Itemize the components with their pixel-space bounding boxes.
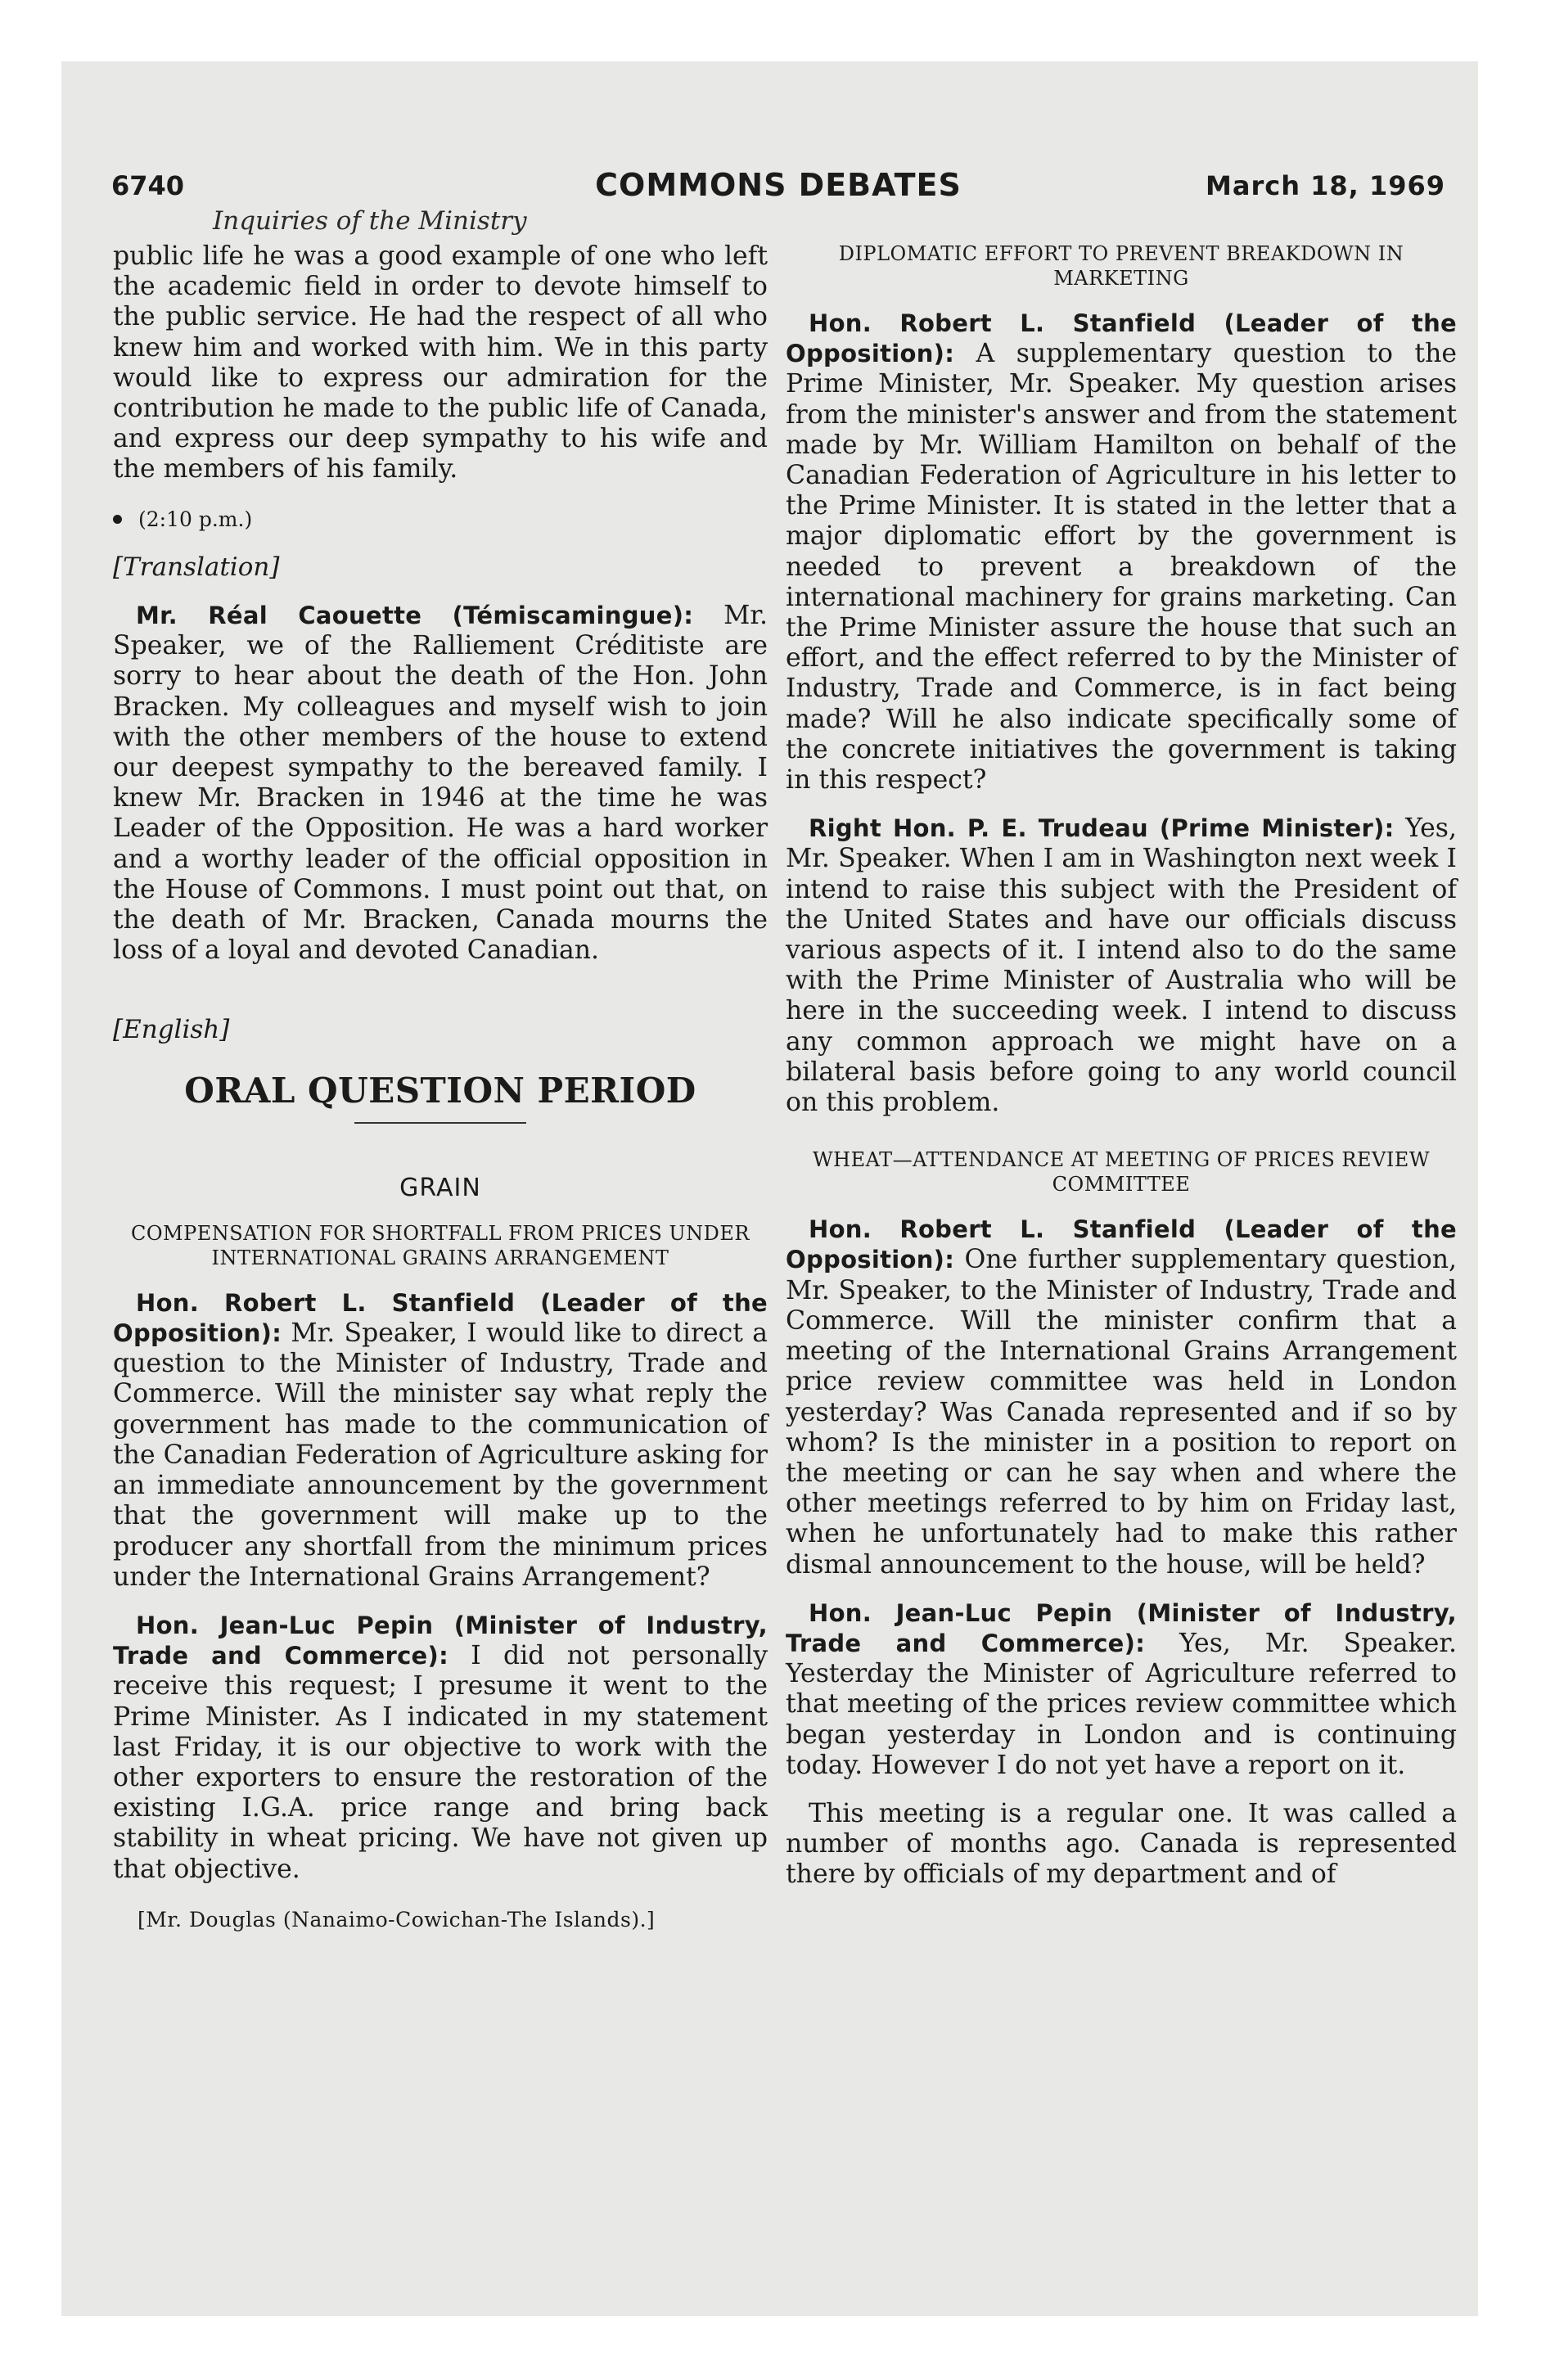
speaker-name: Hon. Robert L. Stanfield (Leader of the Opposition):: [786, 309, 1457, 368]
language-marker: [Translation]: [113, 552, 280, 582]
speaker-name: Mr. Réal Caouette (Témiscamingue):: [136, 602, 694, 630]
speech: [786, 1598, 1457, 1781]
subheading: COMPENSATION FOR SHORTFALL FROM PRICES UNDER INTERNATIONAL GRAINS ARRANGEMENT: [131, 1221, 750, 1269]
speech-text: One further supplementary question, Mr. Speaker, to the Minister of Industry, Trade and Commerce. Will the minister confirm that a meeting of the International Grains Arrangement price review committee was held in London yesterday? Was Canada represented and if so by whom? Is the minister in a position to report on the meeting or can he say when and where the other meetings referred to by him on Friday last, when he unfortunately had to make this rather dismal announcement to the house, will be held?: [786, 1245, 1457, 1580]
speaker-name: Hon. Jean-Luc Pepin (Minister of Industry, Trade and Commerce):: [113, 1611, 768, 1670]
bullet-icon: [113, 515, 122, 524]
speech: [113, 1611, 768, 1885]
speech: [786, 1215, 1457, 1580]
speaker-name: Hon. Robert L. Stanfield (Leader of the Opposition):: [113, 1288, 768, 1348]
speech-text: Mr. Speaker, we of the Ralliement Créditiste are sorry to hear about the death of the Hon. John Bracken. My colleagues and myself wish to join with the other members of the house to extend our deepest sympathy to the bereaved family. I knew Mr. Bracken in 1946 at the time he was Leader of the Opposition. He was a hard worker and a worthy leader of the official opposition in the House of Commons. I must point out that, on the death of Mr. Bracken, Canada mourns the loss of a loyal and devoted Canadian.: [113, 601, 768, 966]
subject-heading: GRAIN: [399, 1173, 481, 1202]
speech: [113, 1288, 768, 1593]
page-date: March 18, 1969: [1206, 170, 1445, 201]
speech-text: Yes, Mr. Speaker. Yesterday the Minister of Agriculture referred to that meeting of the prices review committee which began yesterday in London and is continuing today. However I do not yet have a report on it.: [786, 1628, 1457, 1780]
subheading: DIPLOMATIC EFFORT TO PREVENT BREAKDOWN IN MARKETING: [838, 242, 1404, 290]
speaker-name: Hon. Robert L. Stanfield (Leader of the Opposition):: [786, 1215, 1457, 1274]
journal-title: COMMONS DEBATES: [595, 167, 962, 203]
speech: [786, 814, 1457, 1118]
language-marker: [English]: [113, 1015, 230, 1045]
running-head: Inquiries of the Ministry: [213, 206, 527, 236]
paragraph: public life he was a good example of one who left the academic field in order to devote himself to the public service. He had the respect of all who knew him and worked with him. We in this party would like to express our admiration for the contribution he made to the public life of Canada, and express our deep sympathy to his wife and the members of his family.: [113, 241, 768, 485]
right-column: [786, 241, 1457, 1891]
speech: [786, 309, 1457, 796]
speaker-name: Right Hon. P. E. Trudeau (Prime Minister):: [809, 814, 1395, 843]
time-stamp: (2:10 p.m.): [113, 503, 768, 534]
page-header: [111, 164, 1445, 213]
speech-text: I did not personally receive this request; I presume it went to the Prime Minister. As I indicated in my statement last Friday, it is our objective to work with the other exporters to ensure the restoration of the existing I.G.A. price range and bring back stability in wheat pricing. We have not given up that objective.: [113, 1641, 768, 1884]
page-number: 6740: [111, 170, 185, 201]
subheading: WHEAT—ATTENDANCE AT MEETING OF PRICES REVIEW COMMITTEE: [813, 1148, 1430, 1197]
speaker-name: Hon. Jean-Luc Pepin (Minister of Industry, Trade and Commerce):: [786, 1598, 1457, 1657]
left-column: [113, 241, 768, 1935]
speech: [113, 601, 768, 966]
speech-text: A supplementary question to the Prime Minister, Mr. Speaker. My question arises from the minister's answer and from the statement made by Mr. William Hamilton on behalf of the Canadian Federation of Agriculture in his letter to the Prime Minister. It is stated in the letter that a major diplomatic effort by the government is needed to prevent a breakdown of the international machinery for grains marketing. Can the Prime Minister assure the house that such an effort, and the effect referred to by the Minister of Industry, Trade and Commerce, is in fact being made? Will he also indicate specifically some of the concrete initiatives the government is taking in this respect?: [786, 339, 1458, 796]
speech-text: Mr. Speaker, I would like to direct a question to the Minister of Industry, Trade and Commerce. Will the minister say what reply the government has made to the communication of the Canadian Federation of Agriculture asking for an immediate announcement by the government that the government will make up to the producer any shortfall from the minimum prices under the International Grains Arrangement?: [113, 1318, 768, 1592]
footnote: [Mr. Douglas (Nanaimo-Cowichan-The Islands).]: [137, 1907, 656, 1931]
paragraph: This meeting is a regular one. It was called a number of months ago. Canada is represented there by officials of my department and of: [786, 1798, 1457, 1890]
speech-text: Yes, Mr. Speaker. When I am in Washington next week I intend to raise this subject with the President of the United States and have our officials discuss various aspects of it. I intend also to do the same with the Prime Minister of Australia who will be here in the succeeding week. I intend to discuss any common approach we might have on a bilateral basis before going to any world council on this problem.: [786, 814, 1457, 1118]
section-title: ORAL QUESTION PERIOD: [184, 1070, 696, 1111]
